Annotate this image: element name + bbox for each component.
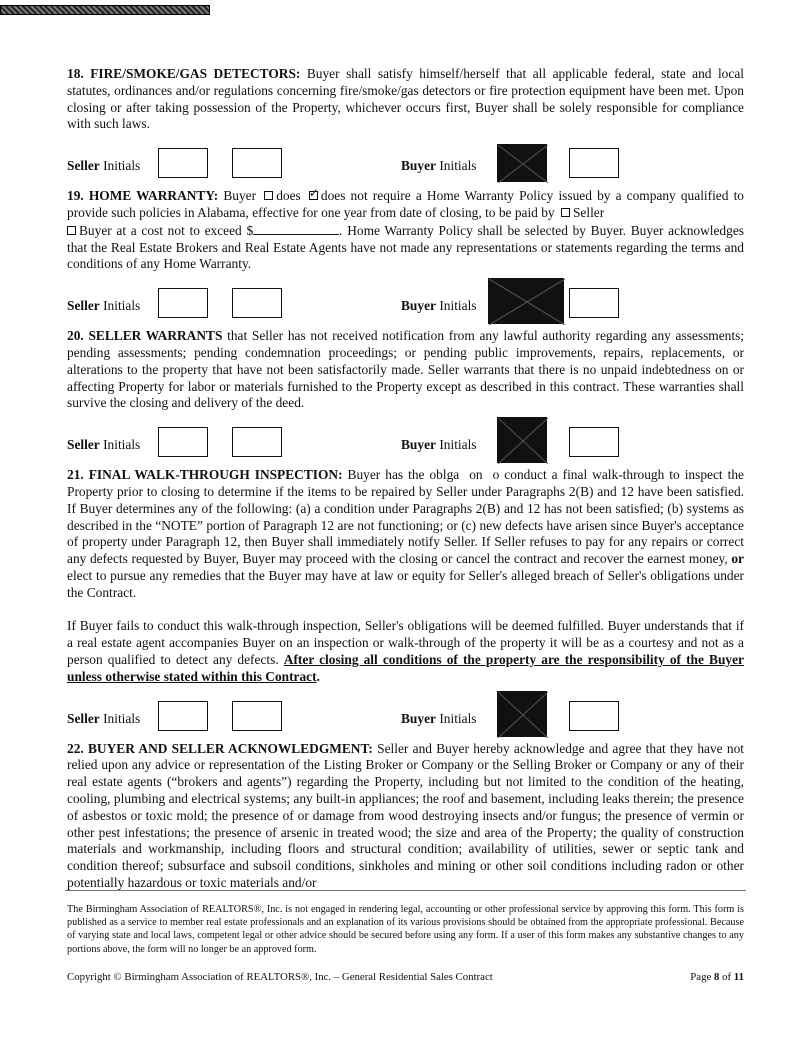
buyer-initials-label xyxy=(401,711,477,727)
buyer-word: Buyer xyxy=(401,437,436,453)
buyer-initials-label xyxy=(401,298,477,314)
seller-initial-box-1[interactable] xyxy=(158,701,208,731)
seller-word: Seller xyxy=(67,298,100,314)
seller-initial-box-2[interactable] xyxy=(232,288,282,318)
section-19-rest: . Home Warranty Policy shall be selected by Buyer. Buyer acknowledges that the Real Estate Brokers and Real Estate Agents have not made any representations or statements regarding the terms and conditions of any Home Warranty. xyxy=(67,222,744,272)
does-not-checkbox[interactable] xyxy=(309,191,318,200)
buyer-cost-text: Buyer at a cost not to exceed $ xyxy=(79,222,254,238)
page-prefix: Page xyxy=(690,971,714,983)
warranty-amount-field[interactable] xyxy=(253,222,339,235)
initials-word: Initials xyxy=(435,158,477,174)
buyer-initial-box-1-redacted xyxy=(497,417,547,463)
section-21-body-2: If Buyer fails to conduct this walk-through inspection, Seller's obligations will be deemed fulfilled. Buyer understands that if a real estate agent accompanies Buyer on an inspection or walk-through of the property it will be as a courtesy and not as a person qualified to detect any defects. xyxy=(67,618,744,667)
section-18-body: Buyer shall satisfy himself/herself that all applicable federal, state and local statutes, ordinances and/or regulations concerning fire/smoke/gas detectors or fire protection equipment have been met. Upon closing or after taking possession of the Property, whichever occurs first, Buyer shall be solely responsible for compliance with such laws. xyxy=(67,66,744,132)
section-19-heading: 19. HOME WARRANTY: xyxy=(67,188,219,204)
seller-pays-label: Seller xyxy=(572,204,605,220)
seller-initial-box-2[interactable] xyxy=(232,701,282,731)
buyer-initial-box-2[interactable] xyxy=(569,701,619,731)
initials-row-20 xyxy=(67,427,744,467)
initials-row-18 xyxy=(67,148,744,188)
seller-initial-box-2[interactable] xyxy=(232,427,282,457)
footer-disclaimer: The Birmingham Association of REALTORS®, Inc. is not engaged in rendering legal, accounting or other professional service by approving this form. This form is published as a service to member real estate professionals and an explanation of its various provisions should be obtained from the appropriate professional. Because of varying state and local laws, competent legal or other advice should be secured before using any form. If a user of this form makes any substantive changes to any portions above, the form will no longer be an approved form. xyxy=(67,904,744,955)
section-21-body-b: ga xyxy=(446,467,460,483)
section-22-heading: 22. BUYER AND SELLER ACKNOWLEDGMENT: xyxy=(67,740,373,756)
seller-initials-label xyxy=(67,711,140,727)
initials-word: Initials xyxy=(435,710,477,726)
footer-divider xyxy=(65,890,746,891)
seller-word: Seller xyxy=(67,437,100,453)
does-checkbox[interactable] xyxy=(264,191,273,200)
buyer-initial-box-1-redacted xyxy=(497,144,547,182)
section-19 xyxy=(67,188,744,273)
seller-initial-box-1[interactable] xyxy=(158,427,208,457)
initials-word: Initials xyxy=(99,710,141,726)
initials-word: Initials xyxy=(99,158,141,174)
section-21 xyxy=(67,467,744,601)
does-not-text: does not require a Home Warranty Policy issued by a company qualified to provide such policies in Alabama, effective for one year from date of closing, to be paid by xyxy=(67,188,744,220)
buyer-initial-box-2[interactable] xyxy=(569,148,619,178)
buyer-initial-box-1-redacted xyxy=(488,278,564,324)
section-21-paragraph-2 xyxy=(67,618,744,685)
seller-initial-box-1[interactable] xyxy=(158,148,208,178)
buyer-initials-label xyxy=(401,158,477,174)
section-21-body-d: o conduct a final walk-through to inspect the Property prior to closing to determine if the items to be repaired by Seller under Paragraphs 2(B) and 12 have been satisfied. If Buyer determines any of the following: (a) a condition under Paragraphs 2(B) and 12 has not been satisfied; (b) systems as described in the “NOTE” portion of Paragraph 12 are not functioning; or (c) new defects have arisen since Buyer's acceptance of property under Paragraph 12, then Buyer shall immediately notify Seller. If Seller refuses to pay for any repairs or correct any defects requested by Buyer, Buyer may proceed with the closing or cancel the contract and recover the earnest money, xyxy=(67,467,745,567)
seller-pays-checkbox[interactable] xyxy=(561,208,570,217)
buyer-initials-label xyxy=(401,437,477,453)
section-20-body: that Seller has not received notification from any lawful authority regarding any assessments; pending assessments; pending condemnation proceedings; or pending public improvements, repairs, replacements, or alterations to the property that have not been satisfactorily made. Seller warrants that there is no unpaid indebtedness on or affecting Property for labor or materials furnished to the Property except as described in this contract. These warranties shall survive the closing and delivery of the deed. xyxy=(67,328,744,411)
seller-initial-box-1[interactable] xyxy=(158,288,208,318)
page-total: 11 xyxy=(733,971,744,983)
buyer-word: Buyer xyxy=(401,710,436,726)
footer-copyright: Copyright © Birmingham Association of REALTORS®, Inc. – General Residential Sales Contract xyxy=(67,971,493,983)
section-22-body: Seller and Buyer hereby acknowledge and agree that they have not relied upon any advice or representation of the Listing Broker or Company or the Selling Broker or Company or any of their real estate agents (“brokers and agents”) regarding the Property, including but not limited to the condition of the heating, cooling, plumbing and electrical systems; any built-in appliances; the roof and basement, including leaks therein; the presence of asbestos or toxic mold; the presence of or damage from wood destroying insects and/or fungus; the presence of vermin or other pest infestations; the presence of arsenic in treated wood; the size and area of the Property; the quality of construction materials and workmanship, including floors and structural condition; availability of utilities, sewer or septic tank and condition thereof; subsurface and subsoil conditions, sinkholes and mining or other soil conditions including radon or other potentially hazardous or toxic materials and/or xyxy=(67,740,745,890)
seller-word: Seller xyxy=(67,710,100,726)
section-19-text: Buyer xyxy=(218,188,262,204)
section-21-heading: 21. FINAL WALK-THROUGH INSPECTION: xyxy=(67,467,343,483)
buyer-word: Buyer xyxy=(401,298,436,314)
initials-row-21 xyxy=(67,701,744,741)
seller-word: Seller xyxy=(67,158,100,174)
initials-word: Initials xyxy=(99,298,141,314)
buyer-pays-checkbox[interactable] xyxy=(67,226,76,235)
page-of: of xyxy=(719,971,734,983)
buyer-initial-box-2[interactable] xyxy=(569,288,619,318)
initials-word: Initials xyxy=(435,437,477,453)
buyer-word: Buyer xyxy=(401,158,436,174)
section-21-body-c: on xyxy=(469,467,483,483)
section-20 xyxy=(67,328,744,412)
section-21-body-a: Buyer has the obl xyxy=(342,467,447,483)
section-21-period: . xyxy=(316,668,320,684)
page-number xyxy=(690,971,744,983)
section-20-heading: 20. SELLER WARRANTS xyxy=(67,328,223,344)
buyer-initial-box-2[interactable] xyxy=(569,427,619,457)
section-21-body-e: elect to pursue any remedies that the Buyer may have at law or equity for Seller's alleged breach of Seller's obligations under the Contract. xyxy=(67,567,744,600)
section-22 xyxy=(67,741,744,892)
seller-initial-box-2[interactable] xyxy=(232,148,282,178)
seller-initials-label xyxy=(67,437,140,453)
does-label: does xyxy=(276,188,301,204)
initials-row-19 xyxy=(67,288,744,328)
seller-initials-label xyxy=(67,298,140,314)
or-bold: or xyxy=(731,551,744,567)
buyer-initial-box-1-redacted xyxy=(497,691,547,737)
redacted-header-bar xyxy=(0,5,210,15)
initials-word: Initials xyxy=(99,437,141,453)
section-18 xyxy=(67,66,744,133)
page-current: 8 xyxy=(713,971,720,983)
initials-word: Initials xyxy=(435,298,477,314)
section-21-underlined: After closing all conditions of the property are the responsibility of the Buyer unless otherwise stated within this Contract xyxy=(67,651,744,684)
contract-page xyxy=(67,66,744,892)
seller-initials-label xyxy=(67,158,140,174)
section-18-heading: 18. FIRE/SMOKE/GAS DETECTORS: xyxy=(67,66,301,81)
